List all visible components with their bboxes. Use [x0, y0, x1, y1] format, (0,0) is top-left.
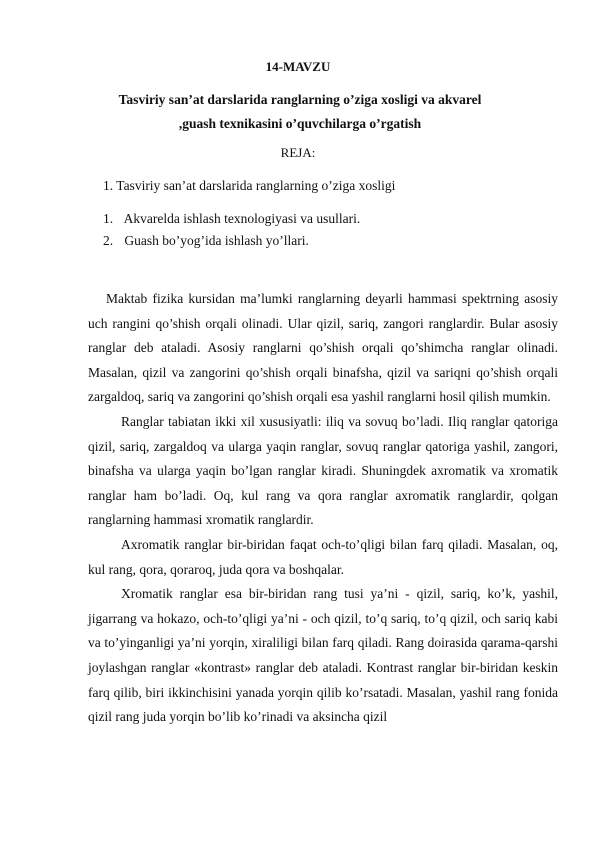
paragraph: Ranglar tabiatan ikki xil xususiyatli: iliq va sovuq bo’ladi. Iliq ranglar qatoriga qizil, sariq, zargaldoq va ularga yaqin ranglar, sovuq ranglar qatoriga yashil, zangori, binafsha va ularga yaqin bo’lgan ranglar kiradi. Shuningdek axromatik va xromatik ranglar ham bo’ladi. Oq, kul rang va qora ranglar axromatik ranglardir, qolgan ranglarning hammasi xromatik ranglardir. [88, 413, 558, 528]
document-title: Tasviriy san’at darslarida ranglarning o’ziga xosligi va akvarel ,guash texnikasini o’quvchilarga o’rgatish [118, 92, 482, 131]
plan-item [103, 233, 309, 249]
plan-item-number: 1. [103, 211, 114, 226]
body-text [88, 287, 558, 730]
plan-item-number: 1. [103, 178, 114, 193]
plan-item-text: Tasviriy san’at darslarida ranglarning o’ziga xosligi [116, 178, 396, 193]
plan-item-text: Akvarelda ishlash texnologiyasi va usullari. [123, 211, 361, 226]
plan-item [103, 211, 360, 227]
topic-number: 14-MAVZU [265, 59, 331, 74]
plan-item-text: Guash bo’yog’ida ishlash yo’llari. [124, 233, 309, 248]
paragraph: Maktab fizika kursidan ma’lumki ranglarning deyarli hammasi spektrning asosiy uch rangini qo’shish orqali olinadi. Ular qizil, sariq, zangori ranglardir. Bular asosiy ranglar deb ataladi. Asosiy ranglarni qo’shish orqali qo’shimcha ranglar olinadi. Masalan, qizil va zangorini qo’shish orqali binafsha, qizil va sariqni qo’shish orqali zargaldoq, sariq va zangorini qo’shish orqali esa yashil ranglarni hosil qilish mumkin. [88, 291, 558, 405]
plan-heading: REJA: [280, 145, 316, 160]
plan-item [103, 178, 395, 194]
paragraph: Axromatik ranglar bir-biridan faqat och-to’qligi bilan farq qiladi. Masalan, oq, kul rang, qora, qoraroq, juda qora va boshqalar. [88, 536, 558, 577]
plan-item-number: 2. [103, 233, 114, 248]
paragraph: Xromatik ranglar esa bir-biridan rang tusi ya’ni - qizil, sariq, ko’k, yashil, jigarrang va hokazo, och-to’qligi ya’ni - och qizil, to’q sariq, to’q qizil, och sariq kabi va to’yinganligi ya’ni yorqin, xiraliligi bilan farq qiladi. Rang doirasida qarama-qarshi joylashgan ranglar «kontrast» ranglar deb ataladi. Kontrast ranglar bir-biridan keskin farq qilib, biri ikkinchisini yanada yorqin qilib ko’rsatadi. Masalan, yashil rang fonida qizil rang juda yorqin bo’lib ko’rinadi va aksincha qizil [88, 586, 558, 725]
